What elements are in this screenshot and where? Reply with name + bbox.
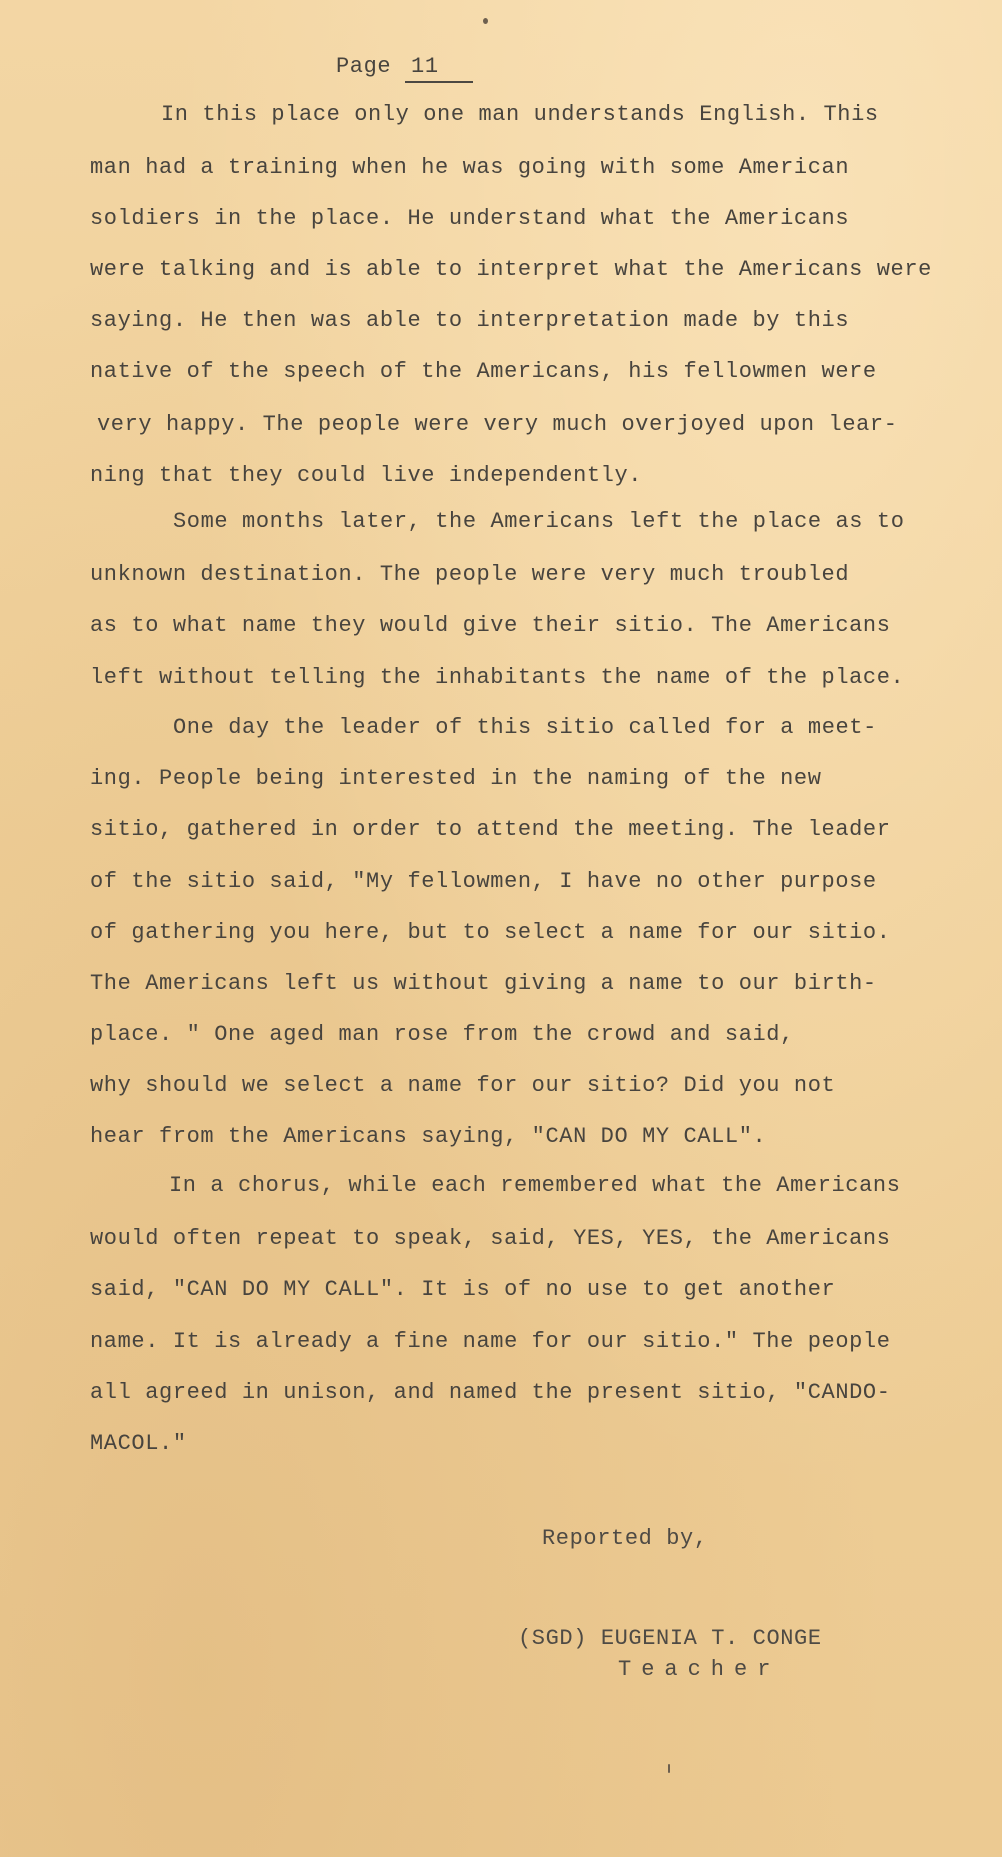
signer-name: (SGD) EUGENIA T. CONGE — [518, 1626, 822, 1651]
text-line: In this place only one man understands English. This — [161, 102, 879, 127]
ink-speck — [668, 1764, 670, 1773]
text-line: unknown destination. The people were very much troubled — [90, 562, 850, 587]
text-line: left without telling the inhabitants the name of the place. — [90, 665, 905, 690]
text-line: were talking and is able to interpret what the Americans were — [90, 257, 932, 282]
text-line: place. " One aged man rose from the crowd and said, — [90, 1022, 794, 1047]
text-line: said, "CAN DO MY CALL". It is of no use to get another — [90, 1277, 836, 1302]
text-line: hear from the Americans saying, "CAN DO MY CALL". — [90, 1124, 767, 1149]
text-line: Some months later, the Americans left the place as to — [173, 509, 905, 534]
text-line: ning that they could live independently. — [90, 463, 643, 488]
text-line: would often repeat to speak, said, YES, YES, the Americans — [90, 1226, 891, 1251]
text-line: soldiers in the place. He understand what the Americans — [90, 206, 850, 231]
text-line: of gathering you here, but to select a name for our sitio. — [90, 920, 891, 945]
signer-title: Teacher — [618, 1657, 781, 1682]
ink-speck — [483, 18, 488, 24]
text-line: sitio, gathered in order to attend the meeting. The leader — [90, 817, 891, 842]
text-line: One day the leader of this sitio called for a meet- — [173, 715, 877, 740]
text-line: In a chorus, while each remembered what the Americans — [169, 1173, 901, 1198]
text-line: as to what name they would give their sitio. The Americans — [90, 613, 891, 638]
text-line: very happy. The people were very much overjoyed upon lear- — [97, 412, 898, 437]
text-line: why should we select a name for our sitio? Did you not — [90, 1073, 836, 1098]
text-line: The Americans left us without giving a name to our birth- — [90, 971, 877, 996]
text-line: saying. He then was able to interpretation made by this — [90, 308, 850, 333]
text-line: MACOL." — [90, 1431, 187, 1456]
text-line: ing. People being interested in the naming of the new — [90, 766, 822, 791]
page-label: Page — [336, 54, 392, 79]
text-line: all agreed in unison, and named the present sitio, "CANDO- — [90, 1380, 891, 1405]
text-line: man had a training when he was going with some American — [90, 155, 850, 180]
reported-by-label: Reported by, — [542, 1526, 708, 1551]
page-number-header — [336, 54, 473, 83]
text-line: name. It is already a fine name for our sitio." The people — [90, 1329, 891, 1354]
page-number: 11 — [405, 54, 473, 83]
text-line: native of the speech of the Americans, his fellowmen were — [90, 359, 877, 384]
text-line: of the sitio said, "My fellowmen, I have no other purpose — [90, 869, 877, 894]
